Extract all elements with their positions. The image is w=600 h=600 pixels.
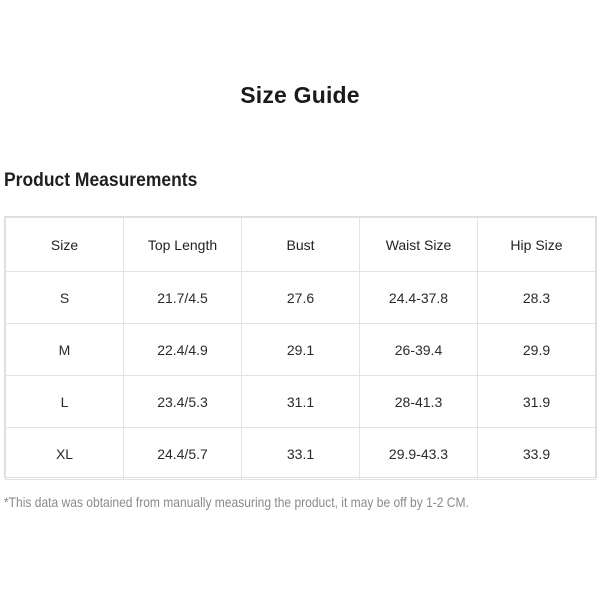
table-row — [6, 428, 596, 480]
table-header-row — [6, 218, 596, 272]
hip-size-cell: 31.9 — [478, 376, 596, 428]
table-row — [6, 272, 596, 324]
column-header-hip-size: Hip Size — [478, 218, 596, 272]
top-length-cell: 24.4/5.7 — [124, 428, 242, 480]
size-label-cell: XL — [6, 428, 124, 480]
bust-cell: 29.1 — [242, 324, 360, 376]
size-label-cell: S — [6, 272, 124, 324]
bust-cell: 31.1 — [242, 376, 360, 428]
measurement-footnote: *This data was obtained from manually measuring the product, it may be off by 1-2 CM. — [4, 494, 469, 510]
size-table — [5, 217, 596, 480]
size-label-cell: L — [6, 376, 124, 428]
table-row — [6, 376, 596, 428]
top-length-cell: 23.4/5.3 — [124, 376, 242, 428]
column-header-bust: Bust — [242, 218, 360, 272]
waist-size-cell: 26-39.4 — [360, 324, 478, 376]
size-label-cell: M — [6, 324, 124, 376]
hip-size-cell: 29.9 — [478, 324, 596, 376]
waist-size-cell: 24.4-37.8 — [360, 272, 478, 324]
size-table-container — [4, 216, 597, 478]
waist-size-cell: 29.9-43.3 — [360, 428, 478, 480]
page-title: Size Guide — [240, 82, 360, 108]
column-header-size: Size — [6, 218, 124, 272]
top-length-cell: 22.4/4.9 — [124, 324, 242, 376]
top-length-cell: 21.7/4.5 — [124, 272, 242, 324]
bust-cell: 33.1 — [242, 428, 360, 480]
hip-size-cell: 33.9 — [478, 428, 596, 480]
table-row — [6, 324, 596, 376]
bust-cell: 27.6 — [242, 272, 360, 324]
section-heading: Product Measurements — [4, 170, 198, 191]
waist-size-cell: 28-41.3 — [360, 376, 478, 428]
column-header-top-length: Top Length — [124, 218, 242, 272]
column-header-waist-size: Waist Size — [360, 218, 478, 272]
hip-size-cell: 28.3 — [478, 272, 596, 324]
